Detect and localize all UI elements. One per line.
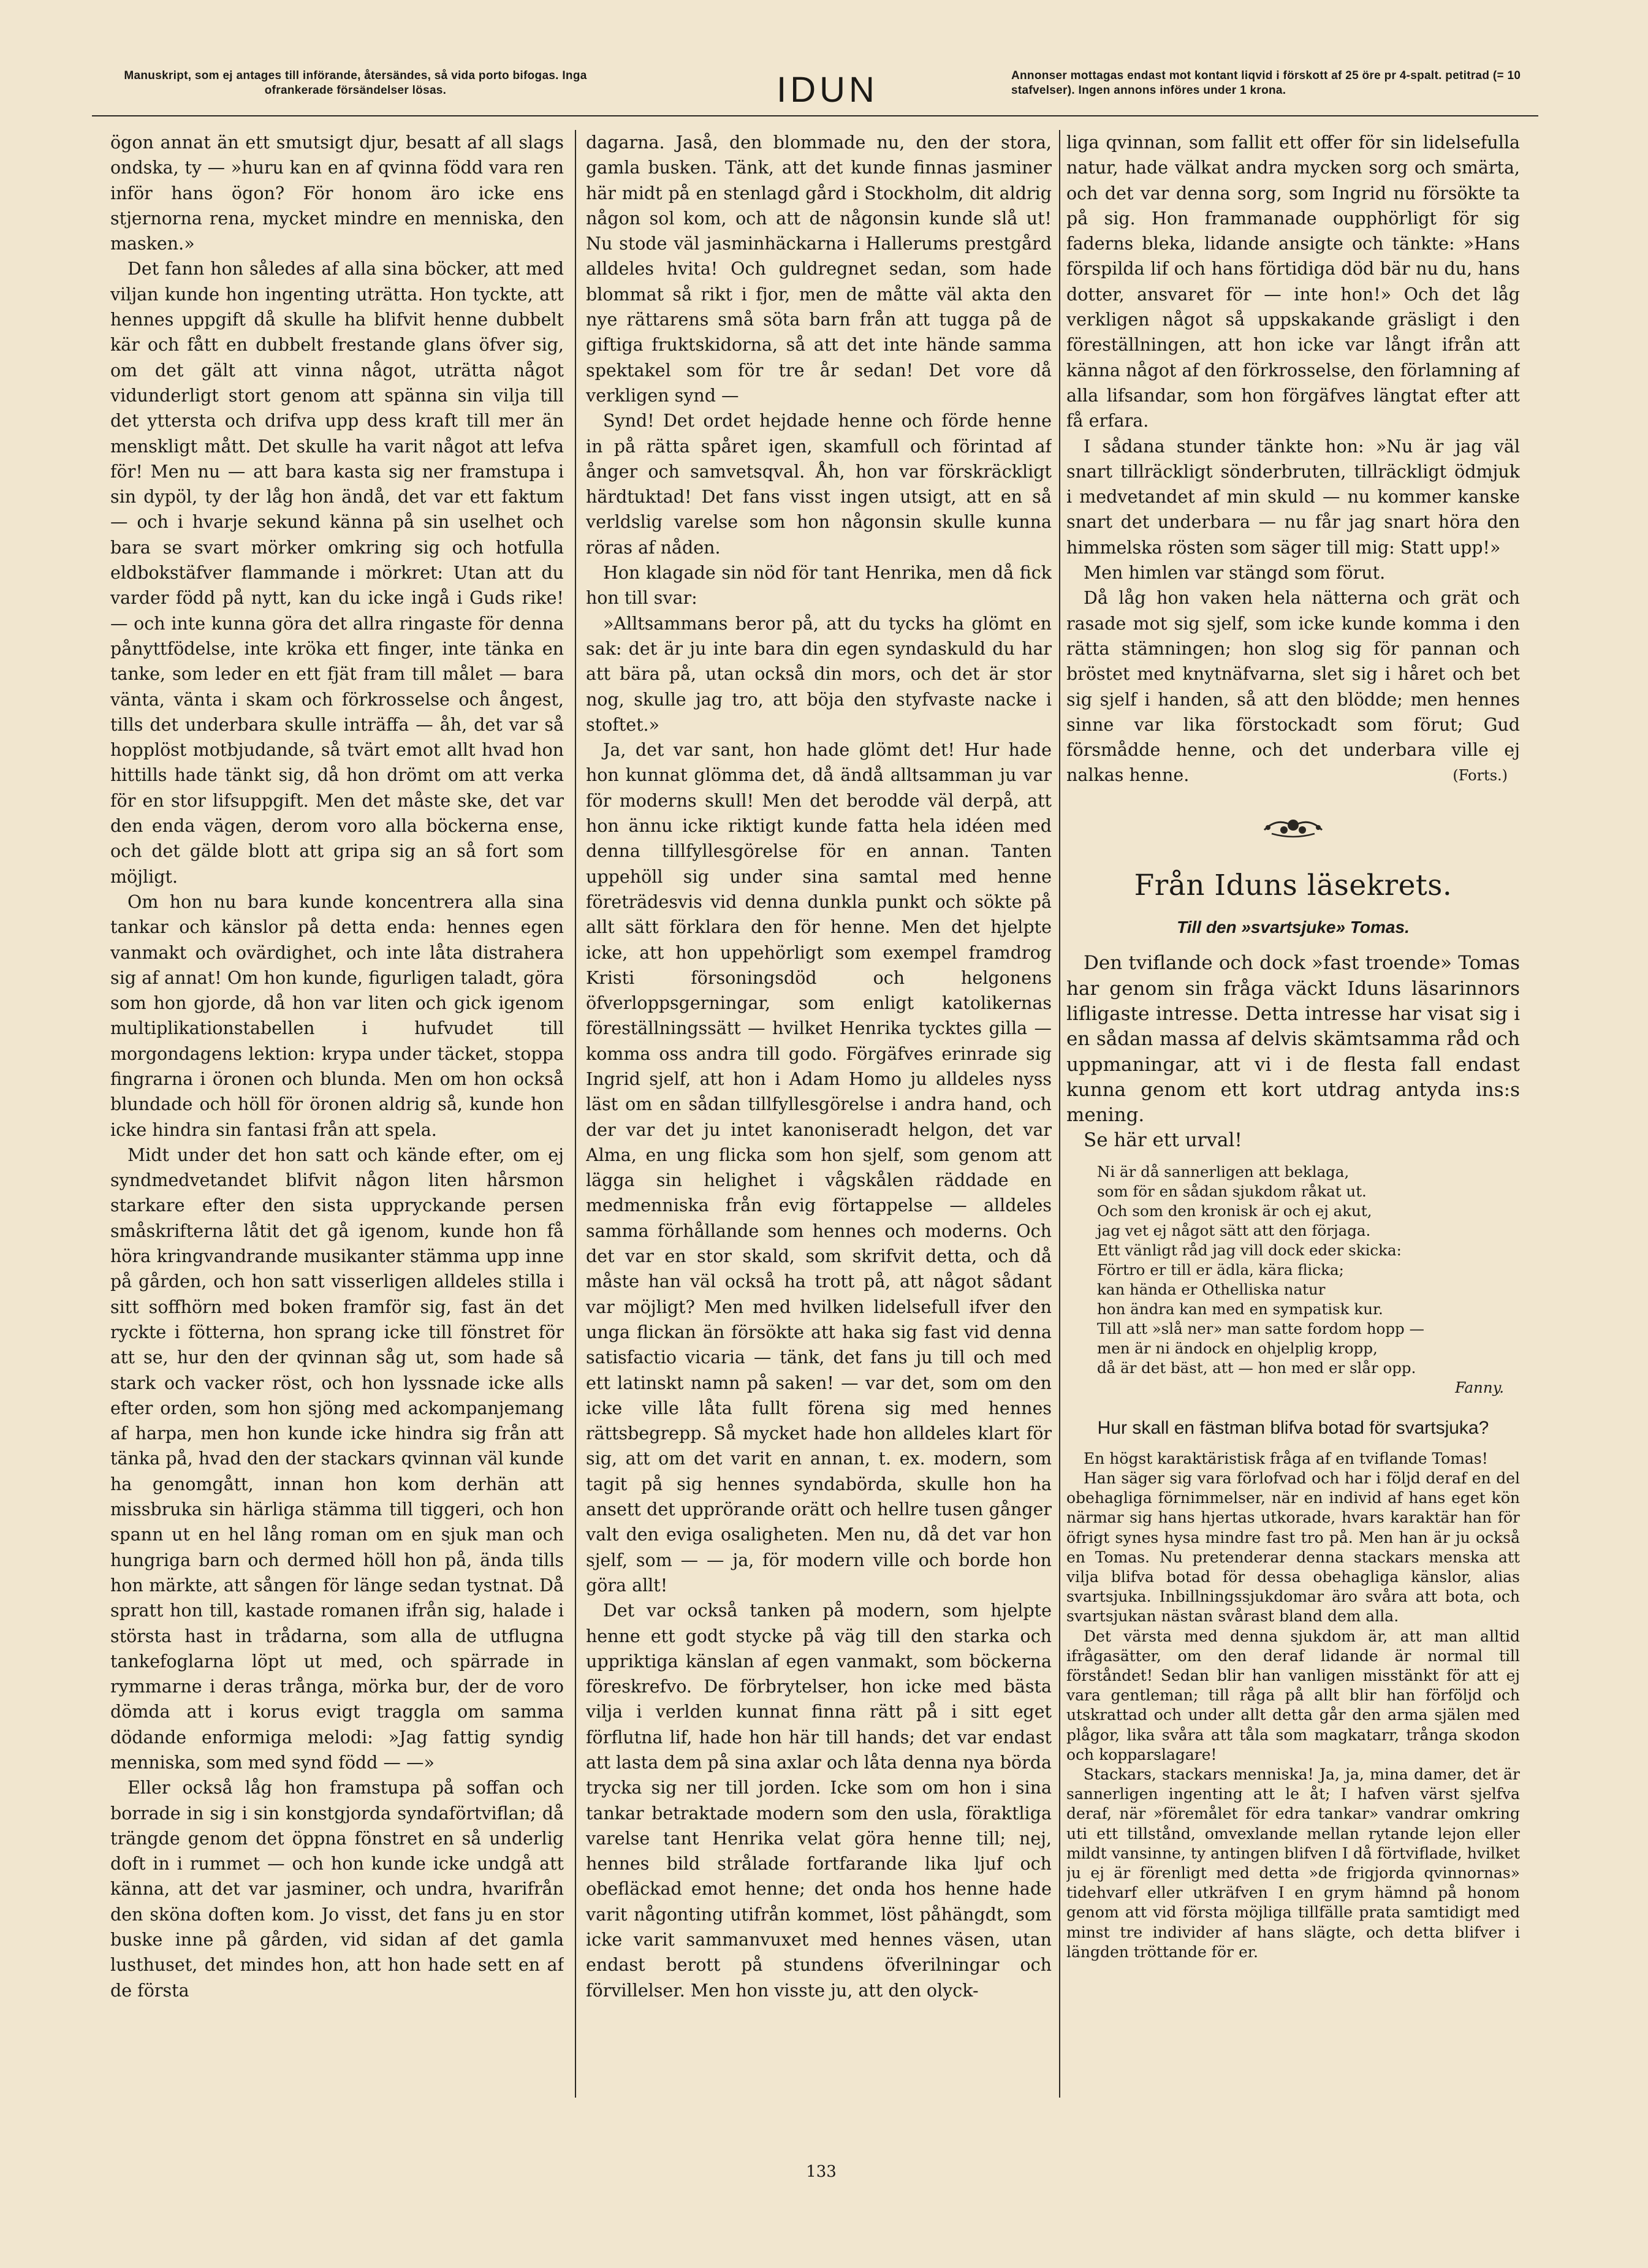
column-3 <box>1066 130 1520 2104</box>
paragraph: liga qvinnan, som fallit ett offer för sin lidelsefulla natur, hade välkat andra mycken sorg och smärta, och det var denna sorg, som Ingrid nu försökte ta på sig. Hon frammanade oupphörligt för sig faderns bleka, lidande ansigte och tänkte: »Hans förspilda lif och hans förtidiga död bär nu du, hans dotter, ansvaret för — inte hon!» Och det låg verkligen något så uppskakande gräsligt i den föreställningen, att hon icke var långt ifrån att känna något af den förkrosselse, den förlamning af alla lifsandar, som hon förgäfves längtat efter att få erfara. <box>1066 132 1520 432</box>
paragraph: Det värsta med denna sjukdom är, att man alltid ifrågasätter, om den deraf lidande är normal till förståndet! Sedan blir han vanligen misstänkt för att ej vara gentleman; till råga på allt blir han förföljd och utskrattad och under allt detta går den arma själen med plågor, lika svåra att tåla som magkatarr, trånga skodon och kopparslagare! <box>1066 1627 1520 1764</box>
paragraph: ögon annat än ett smutsigt djur, besatt af all slags ondska, ty — »huru kan en af qvinna född vara ren inför hans ögon? För honom äro icke ens stjernorna rena, mycket mindre en menniska, den masken.» <box>110 132 564 254</box>
paragraph: Midt under det hon satt och kände efter, om ej syndmedvetandet blifvit någon liten hårsmon starkare efter den sista uppryckande persen småskrifterna låtit det gå igenom, kunde hon få höra kringvandrande musikanter stämma upp inne på gården, och hon satt visserligen alldeles stilla i sitt soffhörn med boken framför sig, fast än det ryckte i fötterna, hon sprang icke till fönstret för att se, hur den der qvinnan såg ut, som hade så stark och vacker röst, och hon lyssnade icke alls efter orden, som hon sjöng med ackompanjemang af harpa, men hon kunde icke hindra sig från att tänka på, hvad den der stackars qvinnan väl kunde ha genomgått, innan hon kom derhän att missbruka sin härliga stämma till tiggeri, och hon spann ut en hel lång roman om en sjuk man och hungriga barn och dermed höll hon på, ända tills hon märkte, att sången för länge sedan tystnat. Då spratt hon till, kastade romanen ifrån sig, halade i största hast in trådarna, som alla de utflugna tankefoglarna löpt ut med, och spärrade in rymmarne i deras trånga, mörka bur, der de voro dömda att i korus evigt traggla om samma dödande enformiga melodi: »Jag fattig syndig menniska, som med synd född — —» <box>110 1144 564 1773</box>
floral-ornament-icon <box>1066 812 1520 847</box>
masthead-left-notice: Manuskript, som ej antages till införande, återsändes, så vida porto bifogas. Inga ofrankerade försändelser lösas. <box>124 69 587 97</box>
paragraph: Då låg hon vaken hela nätterna och grät och rasade mot sig sjelf, som icke kunde komma i den rätta stämningen; hon slog sig för pannan och bröstet med knytnäfvarna, slet sig i håret och bet sig sjelf i handen, så att den blödde; men hennes sinne var lika förstockadt som förut; Gud försmådde henne, och det underbara ville ej nalkas henne. <box>1066 588 1520 786</box>
poem-line: kan hända er Othelliska natur <box>1097 1280 1326 1298</box>
poem-line: Till att »slå ner» man satte fordom hopp — <box>1097 1319 1425 1338</box>
paragraph: Det fann hon således af alla sina böcker, att med viljan kunde hon ingenting uträtta. Hon tyckte, att hennes uppgift då skulle ha blifvit henne dubbelt kär och fått en dubbelt frestande glans öfver sig, om det gält att vinna något, uträtta något vidunderligt stort genom att spänna sin vilja till det yttersta och drifva upp dess kraft till mer än menskligt mått. Det skulle ha varit något att lefva för! Men nu — att bara kasta sig ner framstupa i sin dypöl, ty der låg hon ändå, det var ett faktum — och i hvarje sekund känna på sin uselhet och bara se svart mörker omkring sig och hotfulla eldbokstäfver flammande i mörkret: Utan att du varder född på nytt, kan du icke ingå i Guds rike! — och inte kunna göra det allra ringaste för denna pånyttfödelse, inte kröka ett finger, inte tänka en tanke, som leder en ett fjät fram till målet — bara vänta, vänta i skam och förkrosselse och ångest, tills det underbara skulle inträffa — åh, det var så hopplöst motbjudande, så tvärt emot allt hvad hon hittills hade tänkt sig, då hon drömt om att verka för en stor lifsuppgift. Men det måste ske, det var den enda vägen, derom voro alla böckerna ense, och det gälde blott att gripa sig an så fort som möjligt. <box>110 259 564 887</box>
column-2 <box>586 130 1052 2104</box>
poem-signature: Fanny. <box>1455 1378 1504 1396</box>
section-title: Från Iduns läsekrets. <box>1134 869 1452 903</box>
section-intro: Den tviflande och dock »fast troende» Tomas har genom sin fråga väckt Iduns läsarinnors lifligaste intresse. Detta intresse har visat sig i en sådan massa af delvis skämtsamma råd och uppmaningar, att vi i de flesta fall endast kunna genom ett kort utdrag antyda ins:s mening. <box>1066 952 1520 1127</box>
column-divider <box>575 130 576 2098</box>
masthead-title: IDUN <box>777 70 878 110</box>
poem <box>1097 1162 1520 1398</box>
masthead-right-notice: Annonser mottagas endast mot kontant liqvid i förskott af 25 öre pr 4-spalt. petitrad (= 10 stafvelser). Ingen annons införes under 1 krona. <box>1011 69 1521 97</box>
paragraph: Synd! Det ordet hejdade henne och förde henne in på rätta spåret igen, skamfull och förintad af ånger och samvetsqval. Åh, hon var förskräckligt härdtuktad! Det fans visst ingen utsigt, att en så verldslig varelse som hon någonsin skulle kunna röras af nåden. <box>586 411 1052 558</box>
poem-line: men är ni ändock en ohjelplig kropp, <box>1097 1339 1378 1357</box>
page-number: 133 <box>806 2163 837 2181</box>
question-title: Hur skall en fästman blifva botad för svartsjuka? <box>1097 1417 1489 1438</box>
paragraph: Eller också låg hon framstupa på soffan och borrade in sig i sin konstgjorda syndaförtviflan; då trängde genom det öppna fönstret en så underlig doft in i rummet — och hon kunde icke undgå att känna, att det var jasminer, och undra, hvarifrån den sköna doften kom. Jo visst, det fans ju en stor buske inne på gården, vid sidan af det gamla lusthuset, det mindes hon, att hon hade sett en af de första <box>110 1778 564 2001</box>
paragraph: Ja, det var sant, hon hade glömt det! Hur hade hon kunnat glömma det, då ändå alltsamman ju var för moderns skull! Men det berodde väl derpå, att hon ännu icke riktigt kunde fatta hela idéen med denna tillfyllesgörelse för en annan. Tanten uppehöll sig under sina samtal med henne företrädesvis vid denna dunkla punkt och sökte på allt sätt förklara den för henne. Men det hjelpte icke, att hon uppehörligt som exempel framdrog Kristi försoningsdöd och helgonens öfverloppsgerningar, som enligt katolikernas föreställningssätt — hvilket Henrika tycktes gilla — komma oss andra till godo. Förgäfves erinrade sig Ingrid sjelf, att hon i Adam Homo ju alldeles nyss läst om en sådan tillfyllesgörelse i andra hand, och der var det ju intet kanoniseradt helgon, det var Alma, en ung flicka som hon sjelf, som genom att lägga sin helighet i vågskålen räddade en medmenniska från evig förtappelse — alldeles samma förhållande som hennes och moderns. Och det var en stor skald, som skrifvit detta, och då måste han väl också ha trott på, att något sådant var möjligt? Men med hvilken lidelsefull ifver den unga flickan än försökte att haka sig fast vid denna satisfactio vicaria — tänk, det fans ju till och med ett latinskt namn på saken! — var det, som om den icke ville låta fullt förena sig med hennes rättsbegrepp. Så mycket hade hon alldeles klart för sig, att om det varit en annan, t. ex. modern, som tagit på sig hennes syndabörda, skulle hon ha ansett det upprörande orätt och hellre tusen gånger valt den eviga osaligheten. Men nu, då det var hon sjelf, som — — ja, för modern ville och borde hon göra allt! <box>586 740 1052 1596</box>
paragraph: Hon klagade sin nöd för tant Henrika, men då fick hon till svar: <box>586 563 1052 609</box>
poem-line: Förtro er till er ädla, kära flicka; <box>1097 1260 1344 1279</box>
paragraph: Han säger sig vara förlofvad och har i följd deraf en del obehagliga förnimmelser, när en individ af hans eget kön närmar sig hans hjertas utkorade, hvars karaktär han för öfrigt synes hysa mindre fast tro på. Men han är ju också en Tomas. Nu pretenderar denna stackars menska att vilja blifva botad för dessa obehagliga känslor, alias svartsjuka. Inbillningssjukdomar äro svåra att bota, och svartsjukan nästan svårast bland dem alla. <box>1066 1469 1520 1626</box>
column-1 <box>110 130 564 2104</box>
poem-line: Ni är då sannerligen att beklaga, <box>1097 1162 1350 1181</box>
masthead <box>92 69 1538 110</box>
paragraph: Det var också tanken på modern, som hjelpte henne ett godt stycke på väg till den starka och uppriktiga känslan af egen vanmakt, som böckerna föreskrefvo. De förbrytelser, hon icke med bästa vilja i verlden kunnat finna rätt på i sitt eget förflutna lif, hade hon här till hands; det var endast att lasta dem på sina axlar och låta denna nya börda trycka sig ner till jorden. Icke som om hon i sina tankar betraktade modern som den usla, föraktliga varelse tant Henrika velat göra henne till; nej, hennes bild strålade fortfarande lika ljuf och obefläckad emot henne; det onda hos henne hade varit någonting utifrån kommet, löst påhängdt, som icke varit sammanvuxet med hennes väsen, utan endast berott på stundens öfverilningar och förvillelser. Men hon visste ju, att den olyck- <box>586 1600 1052 2001</box>
poem-line: hon ändra kan med en sympatisk kur. <box>1097 1300 1383 1318</box>
poem-line: Och som den kronisk är och ej akut, <box>1097 1201 1372 1220</box>
paragraph: I sådana stunder tänkte hon: »Nu är jag väl snart tillräckligt sönderbruten, tillräckligt ödmjuk i medvetandet af min skuld — nu kommer kanske snart det underbara — nu får jag snart höra den himmelska rösten som säger till mig: Statt upp!» <box>1066 436 1520 558</box>
continued-note: (Forts.) <box>1452 766 1508 784</box>
poem-line: Ett vänligt råd jag vill dock eder skicka: <box>1097 1241 1402 1259</box>
poem-line: som för en sådan sjukdom råkat ut. <box>1097 1182 1367 1200</box>
paragraph: dagarna. Jaså, den blommade nu, den der stora, gamla busken. Tänk, att det kunde finnas jasminer här midt på en stenlagd gård i Stockholm, dit aldrig någon sol kom, och att de någonsin kunde slå ut! Nu stode väl jasminhäckarna i Hallerums prestgård alldeles hvita! Och guldregnet sedan, som hade blommat så rikt i fjor, men de måtte väl akta den nye rättarens små söta barn från att tugga på de giftiga fruktskidorna, så att det inte hände samma spektakel som för tre år sedan! Det vore då verkligen synd — <box>586 132 1052 406</box>
poem-line: då är det bäst, att — hon med er slår opp. <box>1097 1358 1416 1377</box>
section-subtitle: Till den »svartsjuke» Tomas. <box>1177 918 1410 937</box>
paragraph: Men himlen var stängd som förut. <box>1084 563 1386 584</box>
paragraph: »Alltsammans beror på, att du tycks ha glömt en sak: det är ju inte bara din egen syndaskuld du har att bära på, utan också din mors, och det är stor nog, skulle jag tro, att böja den styfvaste nacke i stoftet.» <box>586 613 1052 735</box>
masthead-divider <box>92 115 1538 116</box>
paragraph: En högst karaktäristisk fråga af en tviflande Tomas! <box>1084 1449 1488 1467</box>
poem-line: jag vet ej något sätt att den förjaga. <box>1097 1221 1371 1239</box>
answer-text <box>1066 1449 1520 1962</box>
column-divider <box>1059 130 1060 2098</box>
paragraph: Om hon nu bara kunde koncentrera alla sina tankar och känslor på detta enda: hennes egen vanmakt och ovärdighet, och inte låta distrahera sig af annat! Om hon kunde, figurligen taladt, göra som hon gjorde, då hon var liten och gick igenom multiplikationstabellen i hufvudet till morgondagens lektion: krypa under täcket, stoppa fingrarna i öronen och blunda. Men om hon också blundade och höll för öronen aldrig så, kunde hon icke hindra sin fantasi från att spela. <box>110 891 564 1140</box>
section-lead: Se här ett urval! <box>1084 1129 1242 1152</box>
paragraph: Stackars, stackars menniska! Ja, ja, mina damer, det är sannerligen ingenting att le åt; I hafven värst sjelfva deraf, när »föremålet för edra tankar» vandrar omkring uti ett tillstånd, omvexlande mellan rytande lejon eller mildt vansinne, ty antingen blifven I då förtviflade, hvilket ju ej är förenligt med detta »de frigjorda qvinnornas» tidehvarf eller utkräfven I en grym hämnd på honom genom att vid första möjliga tillfälle prata samtidigt med minst tre individer af hans slägte, och detta blifver i längden tröttande för er. <box>1066 1765 1520 1961</box>
